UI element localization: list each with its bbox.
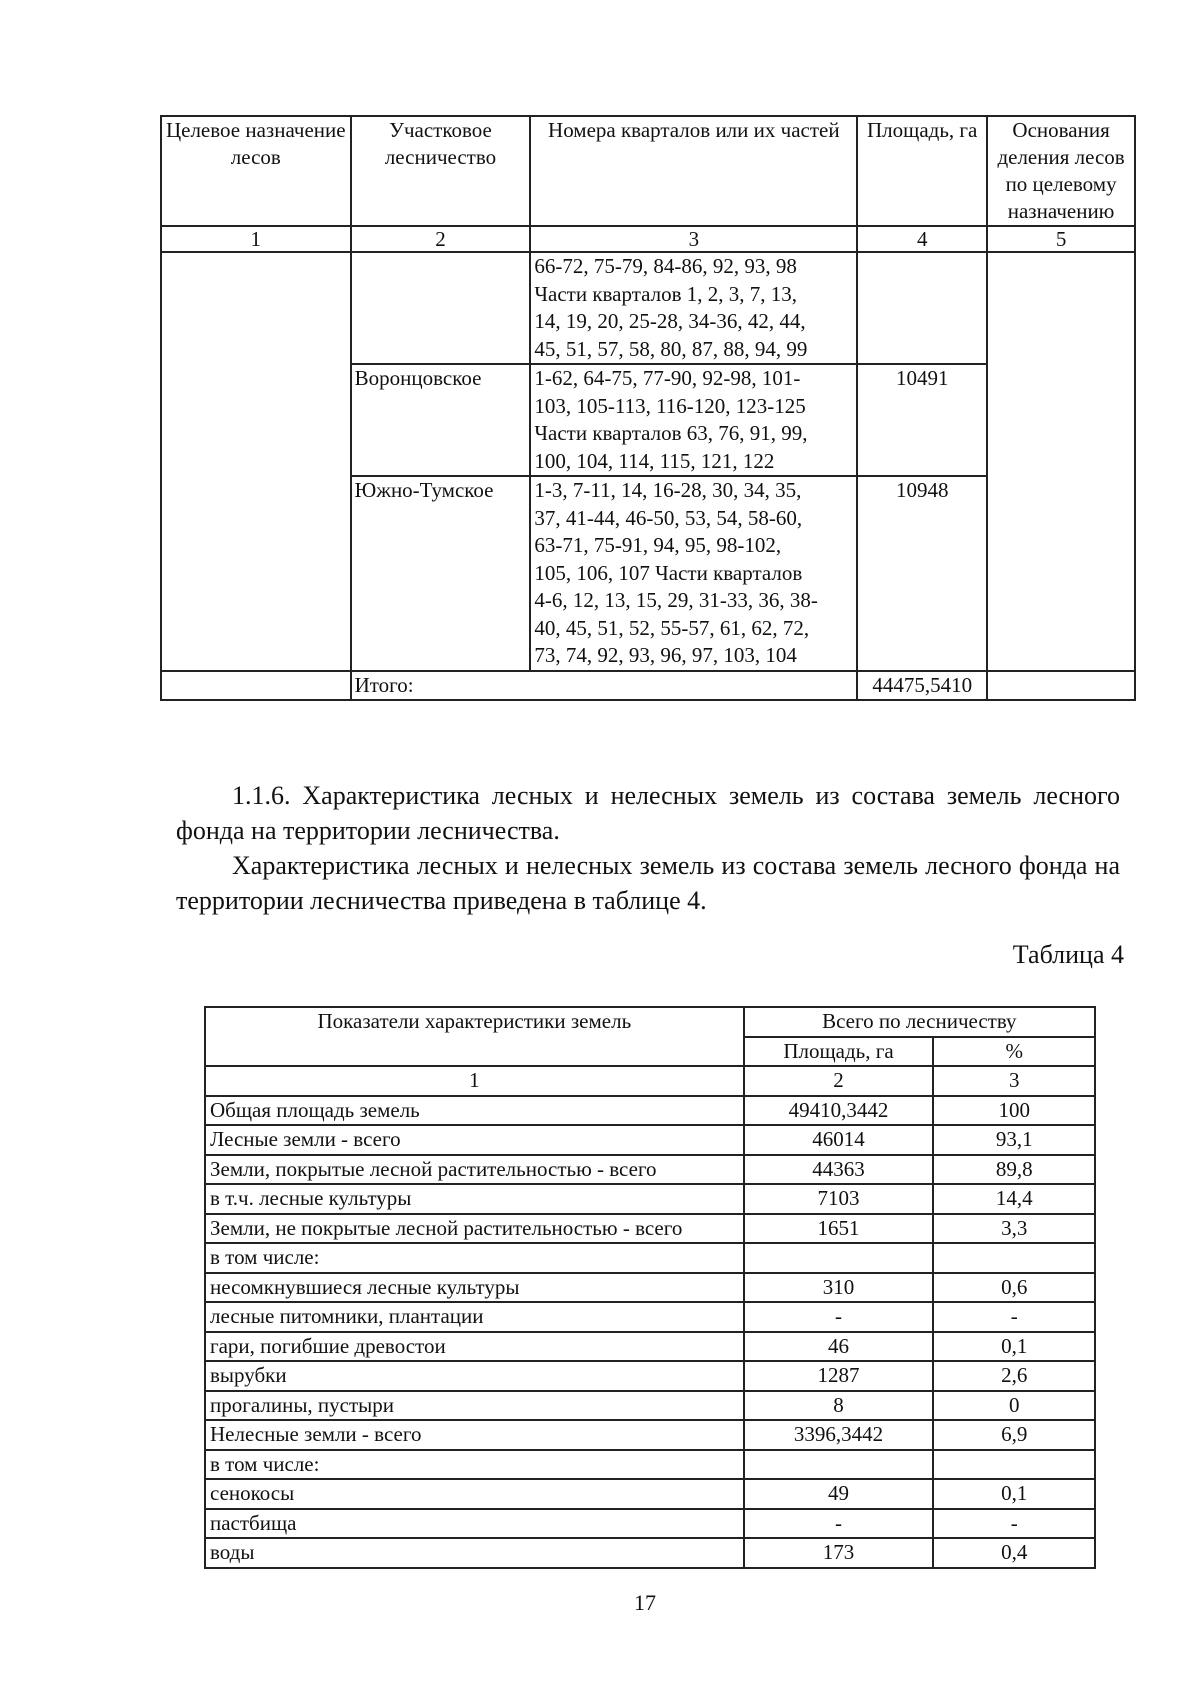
table2-percent: 3,3 <box>933 1214 1095 1244</box>
table-row <box>205 1243 1095 1273</box>
table1-area-cell: 10491 <box>857 364 987 476</box>
table2-area: 46 <box>744 1332 934 1362</box>
table2-label: несомкнувшиеся лесные культуры <box>205 1273 744 1303</box>
section-paragraph <box>176 848 1120 918</box>
table2-header-row <box>205 1007 1095 1037</box>
table2-percent: 6,9 <box>933 1420 1095 1450</box>
table2-percent: 93,1 <box>933 1125 1095 1155</box>
table2-colnum: 2 <box>744 1066 934 1096</box>
table-row <box>205 1273 1095 1303</box>
table2-area: 7103 <box>744 1184 934 1214</box>
table-row <box>205 1509 1095 1539</box>
table-row <box>161 252 1135 364</box>
table2-percent: 0 <box>933 1391 1095 1421</box>
table2-percent: 0,1 <box>933 1479 1095 1509</box>
table2-label: в т.ч. лесные культуры <box>205 1184 744 1214</box>
table2-label: в том числе: <box>205 1243 744 1273</box>
table1-basis-cell <box>987 252 1135 671</box>
table2-area: 173 <box>744 1538 934 1568</box>
page-number: 17 <box>634 1590 656 1615</box>
table1-total-blank <box>161 671 351 701</box>
table-row <box>205 1391 1095 1421</box>
table2-label: Земли, покрытые лесной растительностью - всего <box>205 1155 744 1185</box>
table2-area: - <box>744 1302 934 1332</box>
table2-colnum: 1 <box>205 1066 744 1096</box>
table2-header-total: Всего по лесничеству <box>744 1007 1095 1037</box>
table1-total-area: 44475,5410 <box>857 671 987 701</box>
table2-percent: 14,4 <box>933 1184 1095 1214</box>
table1-colnum: 3 <box>530 226 857 252</box>
table1-quarters-cell: 66-72, 75-79, 84-86, 92, 93, 98 Части кварталов 1, 2, 3, 7, 13, 14, 19, 20, 25-28, 34-36, 42, 44, 45, 51, 57, 58, 80, 87, 88, 94, 99 <box>530 252 857 364</box>
table-row <box>205 1096 1095 1126</box>
table1-area-cell: 10948 <box>857 476 987 671</box>
table-row <box>205 1538 1095 1568</box>
table1-forestry-cell: Воронцовское <box>351 364 531 476</box>
table2-header-percent: % <box>933 1037 1095 1067</box>
table2-label: воды <box>205 1538 744 1568</box>
table2-label: в том числе: <box>205 1450 744 1480</box>
table2-area: 46014 <box>744 1125 934 1155</box>
table2-area: 1287 <box>744 1361 934 1391</box>
section-paragraph-text: Характеристика лесных и нелесных земель из состава земель лесного фонда на территории лесничества приведена в таблице 4. <box>176 851 1120 915</box>
table1-colnum: 5 <box>987 226 1135 252</box>
table2-percent: - <box>933 1302 1095 1332</box>
table1-total-row <box>161 671 1135 701</box>
section-heading-text: 1.1.6. Характеристика лесных и нелесных земель из состава земель лесного фонда на территории лесничества. <box>176 781 1120 845</box>
table2-area: 44363 <box>744 1155 934 1185</box>
table2-label: Нелесные земли - всего <box>205 1420 744 1450</box>
table-row <box>205 1332 1095 1362</box>
table2-label: пастбища <box>205 1509 744 1539</box>
table-row <box>205 1214 1095 1244</box>
table1-colnum: 1 <box>161 226 351 252</box>
table-row <box>205 1420 1095 1450</box>
table1-quarters-cell: 1-3, 7-11, 14, 16-28, 30, 34, 35, 37, 41-44, 46-50, 53, 54, 58-60, 63-71, 75-91, 94, 95, 98-102, 105, 106, 107 Части кварталов 4-6, 12, 13, 15, 29, 31-33, 36, 38- 40, 45, 51, 52, 55-57, 61, 62, 72, 73, 74, 92, 93, 96, 97, 103, 104 <box>530 476 857 671</box>
table-row <box>205 1450 1095 1480</box>
table2-area: 3396,3442 <box>744 1420 934 1450</box>
table1-header-row <box>161 116 1135 226</box>
table2-label: сенокосы <box>205 1479 744 1509</box>
table1-colnum-row <box>161 226 1135 252</box>
table1-total-label: Итого: <box>351 671 858 701</box>
table2-percent: 0,4 <box>933 1538 1095 1568</box>
table2-header-indicator: Показатели характеристики земель <box>205 1007 744 1066</box>
forest-purpose-table <box>160 115 1136 701</box>
table2-area: - <box>744 1509 934 1539</box>
table1-colnum: 2 <box>351 226 531 252</box>
table-row <box>205 1302 1095 1332</box>
table2-percent: - <box>933 1509 1095 1539</box>
table1-header-area: Площадь, га <box>857 116 987 226</box>
table1-forestry-cell <box>351 252 531 364</box>
table2-percent: 2,6 <box>933 1361 1095 1391</box>
table2-colnum: 3 <box>933 1066 1095 1096</box>
table-row <box>205 1155 1095 1185</box>
table-row <box>205 1479 1095 1509</box>
table1-forestry-cell: Южно-Тумское <box>351 476 531 671</box>
table2-percent: 89,8 <box>933 1155 1095 1185</box>
table2-area: 49410,3442 <box>744 1096 934 1126</box>
table2-header-area: Площадь, га <box>744 1037 934 1067</box>
table2-label: лесные питомники, плантации <box>205 1302 744 1332</box>
table1-quarters-cell: 1-62, 64-75, 77-90, 92-98, 101- 103, 105-113, 116-120, 123-125 Части кварталов 63, 76, 91, 99, 100, 104, 114, 115, 121, 122 <box>530 364 857 476</box>
table2-label: гари, погибшие древостои <box>205 1332 744 1362</box>
table-caption: Таблица 4 <box>1012 940 1124 969</box>
table1-header-basis: Основания деления лесов по целевому назначению <box>987 116 1135 226</box>
table1-purpose-cell <box>161 252 351 671</box>
table1-colnum: 4 <box>857 226 987 252</box>
table2-area: 8 <box>744 1391 934 1421</box>
table2-colnum-row <box>205 1066 1095 1096</box>
table1-header-forestry: Участковое лесничество <box>351 116 531 226</box>
table2-area <box>744 1450 934 1480</box>
table2-area: 1651 <box>744 1214 934 1244</box>
table-row <box>205 1125 1095 1155</box>
table2-area <box>744 1243 934 1273</box>
table2-percent <box>933 1450 1095 1480</box>
table1-header-purpose: Целевое назначение лесов <box>161 116 351 226</box>
table2-percent: 0,1 <box>933 1332 1095 1362</box>
land-characteristics-table <box>204 1006 1096 1569</box>
table2-percent <box>933 1243 1095 1273</box>
table1-area-cell <box>857 252 987 364</box>
section-heading <box>176 778 1120 848</box>
table-row <box>205 1361 1095 1391</box>
table2-percent: 0,6 <box>933 1273 1095 1303</box>
table2-percent: 100 <box>933 1096 1095 1126</box>
table2-label: прогалины, пустыри <box>205 1391 744 1421</box>
table1-total-basis <box>987 671 1135 701</box>
table2-label: Лесные земли - всего <box>205 1125 744 1155</box>
table-row <box>205 1184 1095 1214</box>
table2-area: 49 <box>744 1479 934 1509</box>
table2-label: Земли, не покрытые лесной растительностью - всего <box>205 1214 744 1244</box>
table2-area: 310 <box>744 1273 934 1303</box>
table2-label: вырубки <box>205 1361 744 1391</box>
table2-label: Общая площадь земель <box>205 1096 744 1126</box>
table1-header-quarters: Номера кварталов или их частей <box>530 116 857 226</box>
